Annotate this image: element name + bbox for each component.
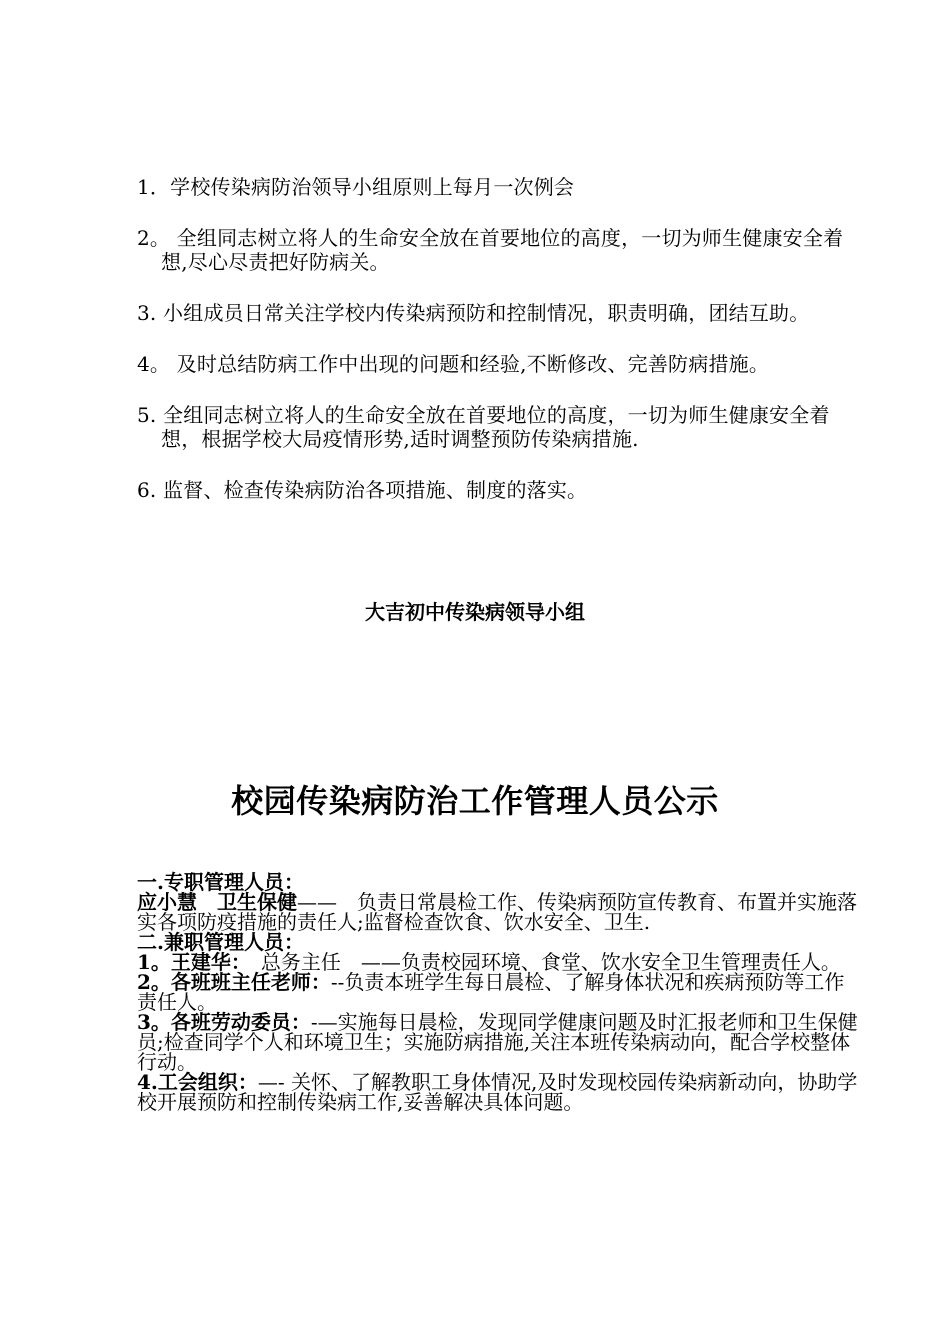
part-time-entry [137,1072,861,1112]
list-item: 4。 及时总结防病工作中出现的问题和经验,不断修改、完善防病措施。 [137,352,770,376]
part-time-entry [137,952,861,972]
part-time-label: 4.工会组织： [137,1070,258,1094]
full-time-heading: 一.专职管理人员： [137,870,304,894]
part-time-entry [137,972,861,1012]
group-signature: 大吉初中传染病领导小组 [365,600,585,624]
list-item: 6. 监督、检查传染病防治各项措施、制度的落实。 [137,478,588,502]
rules-list [137,175,861,529]
page-title: 校园传染病防治工作管理人员公示 [231,782,719,820]
list-item: 2。 全组同志树立将人的生命安全放在首要地位的高度，一切为师生健康安全着想,尽心尽责把好防病关。 [137,226,844,274]
staff-section [137,872,861,1112]
part-time-label: 2。各班班主任老师： [137,970,331,994]
part-time-entry [137,1012,861,1072]
part-time-text: 总务主任 ——负责校园环境、食堂、饮水安全卫生管理责任人。 [240,950,841,974]
part-time-label: 1。王建华： [137,950,241,974]
part-time-text: -—实施每日晨检，发现同学健康问题及时汇报老师和卫生保健员;检查同学个人和环境卫生；实施防病措施,关注本班传染病动向，配合学校整体行动。 [137,1010,858,1074]
list-item: 5. 全组同志树立将人的生命安全放在首要地位的高度，一切为师生健康安全着想，根据学校大局疫情形势,适时调整预防传染病措施. [137,403,830,451]
full-time-entry [137,892,861,932]
part-time-text: —- 关怀、了解教职工身体情况,及时发现校园传染病新动向，协助学校开展预防和控制传染病工作,妥善解决具体问题。 [137,1070,858,1114]
list-item: 3. 小组成员日常关注学校内传染病预防和控制情况，职责明确，团结互助。 [137,301,810,325]
part-time-text: --负责本班学生每日晨检、了解身体状况和疾病预防等工作责任人。 [137,970,845,1014]
full-time-duty: —— 负责日常晨检工作、传染病预防宣传教育、布置并实施落实各项防疫措施的责任人;监督检查饮食、饮水安全、卫生. [137,890,857,934]
part-time-heading: 二.兼职管理人员： [137,930,304,954]
part-time-label: 3。各班劳动委员： [137,1010,311,1034]
list-item: 1．学校传染病防治领导小组原则上每月一次例会 [137,175,575,199]
full-time-person: 应小慧 卫生保健 [137,890,297,914]
